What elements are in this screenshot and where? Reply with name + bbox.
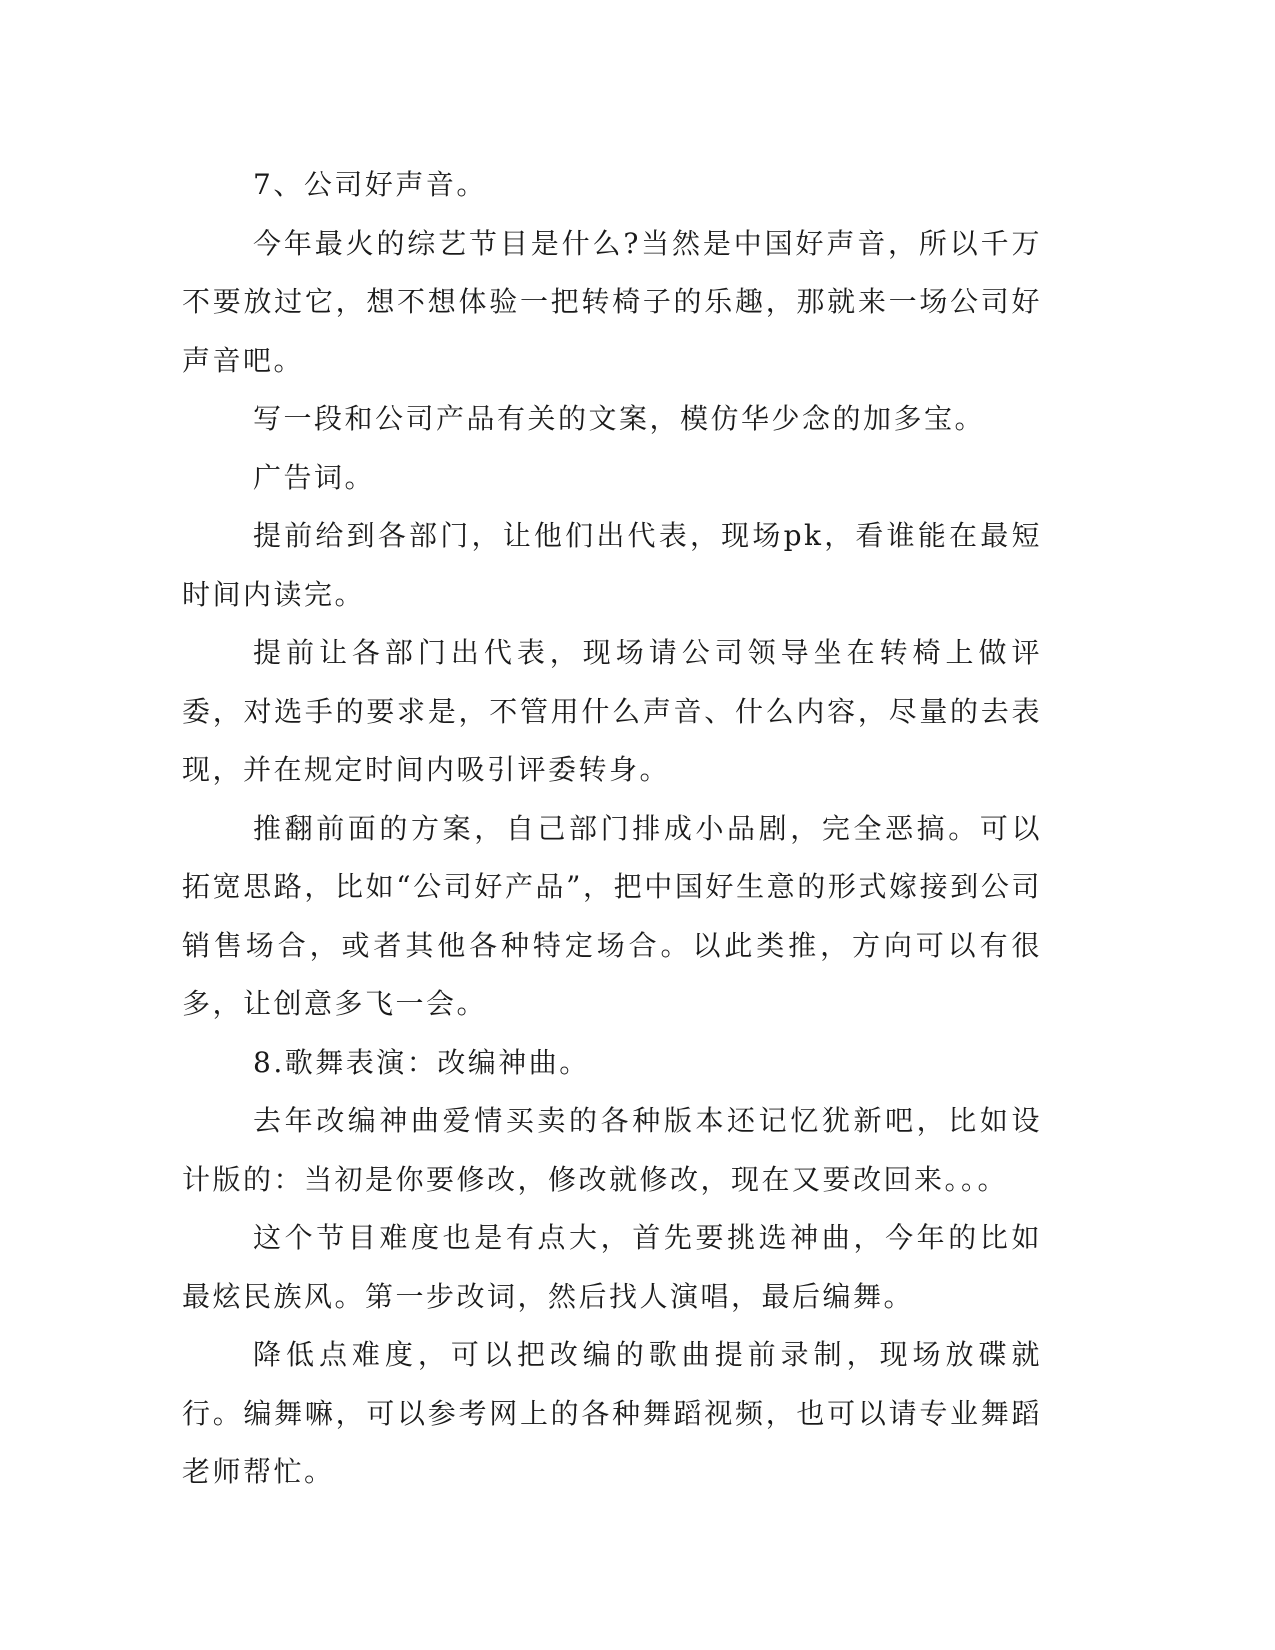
- paragraph: 提前让各部门出代表，现场请公司领导坐在转椅上做评委，对选手的要求是，不管用什么声音、什么内容，尽量的去表现，并在规定时间内吸引评委转身。: [182, 636, 1042, 786]
- section-heading-song-dance: 8.歌舞表演：改编神曲。: [253, 1045, 590, 1079]
- paragraph: 今年最火的综艺节目是什么?当然是中国好声音，所以千万不要放过它，想不想体验一把转椅子的乐趣，那就来一场公司好声音吧。: [182, 226, 1042, 377]
- section-heading-company-voice: 7、公司好声音。: [253, 168, 487, 201]
- paragraph: 去年改编神曲爱情买卖的各种版本还记忆犹新吧，比如设计版的：当初是你要修改，修改就修改，现在又要改回来。。。: [182, 1104, 1042, 1196]
- paragraph: 降低点难度，可以把改编的歌曲提前录制，现场放碟就行。编舞嘛，可以参考网上的各种舞蹈视频，也可以请专业舞蹈老师帮忙。: [182, 1338, 1042, 1488]
- paragraph: 提前给到各部门，让他们出代表，现场pk，看谁能在最短时间内读完。: [182, 519, 1042, 611]
- document-body: [182, 156, 1042, 1502]
- paragraph: 写一段和公司产品有关的文案，模仿华少念的加多宝。: [253, 402, 986, 435]
- paragraph: 推翻前面的方案，自己部门排成小品剧，完全恶搞。可以拓宽思路，比如“公司好产品”，把中国好生意的形式嫁接到公司销售场合，或者其他各种特定场合。以此类推，方向可以有很多，让创意多飞一会。: [182, 811, 1042, 1020]
- paragraph: 广告词。: [253, 460, 376, 494]
- paragraph: 这个节目难度也是有点大，首先要挑选神曲，今年的比如最炫民族风。第一步改词，然后找人演唱，最后编舞。: [182, 1221, 1042, 1313]
